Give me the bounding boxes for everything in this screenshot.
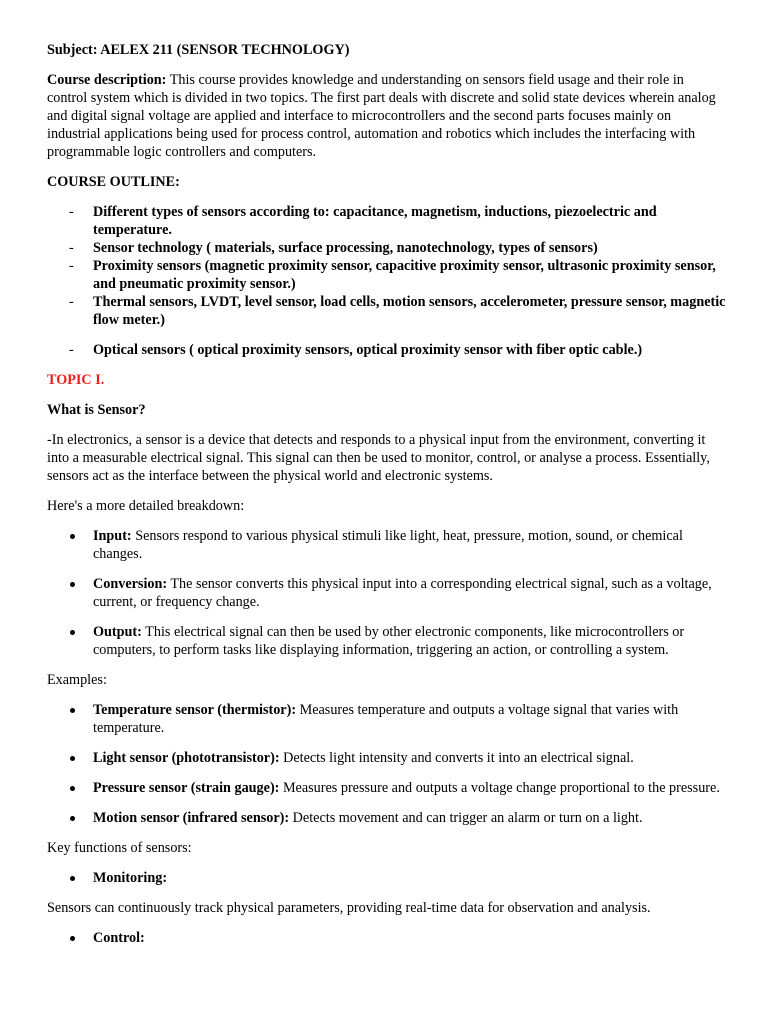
outline-item: - Proximity sensors (magnetic proximity sensor, capacitive proximity sensor, ultrasonic proximity sensor, and pneumatic proximity sensor.) [69, 258, 716, 292]
course-description-text: This course provides knowledge and understanding on sensors field usage and their role in control system which is divided in two topics. The first part deals with discrete and solid state devices wherein analog and digital signal voltage are applied and interface to microcontrollers and the second parts focuses mainly on industrial applications being used for process control, automation and robotics which includes the interfacing with programmable logic controllers and computers. [47, 72, 716, 160]
list-item: Light sensor (phototransistor): Detects light intensity and converts it into an electrical signal. [47, 749, 727, 767]
outline-item: - Optical sensors ( optical proximity sensors, optical proximity sensor with fiber optic cable.) [69, 342, 643, 358]
monitoring-paragraph: Sensors can continuously track physical parameters, providing real-time data for observation and analysis. [47, 900, 651, 916]
breakdown-intro: Here's a more detailed breakdown: [47, 498, 245, 514]
list-item: Output: This electrical signal can then be used by other electronic components, like microcontrollers or computers, to perform tasks like displaying information, triggering an action, or controlling a system. [47, 623, 727, 659]
bullet-icon [70, 816, 75, 821]
examples-list [47, 701, 727, 827]
bullet-icon [70, 936, 75, 941]
functions-list-monitoring [47, 869, 727, 887]
bullet-icon [70, 534, 75, 539]
bullet-icon [70, 708, 75, 713]
bullet-icon [70, 876, 75, 881]
bullet-icon [70, 582, 75, 587]
list-item: Monitoring: [47, 869, 727, 887]
dash-marker: - [69, 342, 74, 358]
dash-marker: - [69, 204, 74, 220]
course-outline-list [47, 203, 727, 359]
outline-item: - Different types of sensors according to: capacitance, magnetism, inductions, piezoelectric and temperature. [69, 204, 657, 238]
outline-item: - Thermal sensors, LVDT, level sensor, load cells, motion sensors, accelerometer, pressure sensor, magnetic flow meter.) [69, 294, 726, 328]
bullet-icon [70, 630, 75, 635]
outline-item: - Sensor technology ( materials, surface processing, nanotechnology, types of sensors) [69, 240, 598, 256]
functions-list-control [47, 929, 727, 947]
course-description [47, 71, 727, 161]
examples-intro: Examples: [47, 672, 107, 688]
list-item: Control: [47, 929, 727, 947]
list-item: Temperature sensor (thermistor): Measures temperature and outputs a voltage signal that varies with temperature. [47, 701, 727, 737]
breakdown-list [47, 527, 727, 659]
bullet-icon [70, 786, 75, 791]
document-body [47, 41, 727, 959]
dash-marker: - [69, 258, 74, 274]
definition-paragraph: -In electronics, a sensor is a device that detects and responds to a physical input from the environment, converting it into a measurable electrical signal. This signal can then be used to monitor, control, or analyse a process. Essentially, sensors act as the interface between the physical world and electronic systems. [47, 432, 710, 484]
bullet-icon [70, 756, 75, 761]
course-outline-heading: COURSE OUTLINE: [47, 174, 180, 190]
subject-heading: Subject: AELEX 211 (SENSOR TECHNOLOGY) [47, 42, 350, 58]
list-item: Conversion: The sensor converts this physical input into a corresponding electrical signal, such as a voltage, current, or frequency change. [47, 575, 727, 611]
topic-heading: TOPIC I. [47, 372, 105, 388]
section-heading: What is Sensor? [47, 402, 146, 418]
dash-marker: - [69, 240, 74, 256]
list-item: Pressure sensor (strain gauge): Measures pressure and outputs a voltage change proportional to the pressure. [47, 779, 727, 797]
functions-intro: Key functions of sensors: [47, 840, 192, 856]
list-item: Motion sensor (infrared sensor): Detects movement and can trigger an alarm or turn on a light. [47, 809, 727, 827]
dash-marker: - [69, 294, 74, 310]
list-item: Input: Sensors respond to various physical stimuli like light, heat, pressure, motion, sound, or chemical changes. [47, 527, 727, 563]
course-description-label: Course description: [47, 72, 167, 88]
